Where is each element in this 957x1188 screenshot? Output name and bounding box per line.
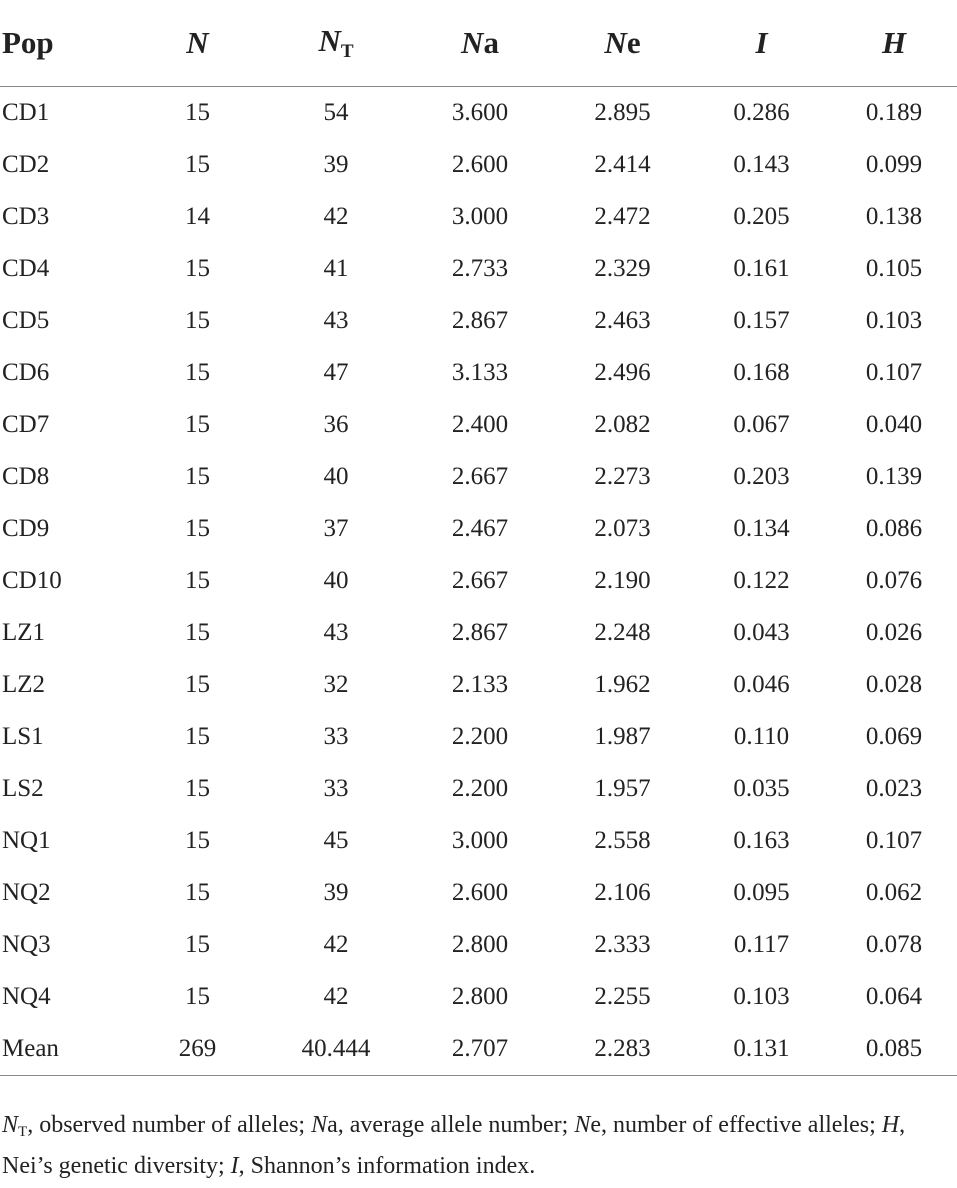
cell-n: 15 xyxy=(185,515,210,542)
cell-pop: CD8 xyxy=(2,463,50,490)
cell-pop: CD4 xyxy=(2,255,50,282)
cell-nt: 41 xyxy=(323,255,349,282)
cell-pop: Mean xyxy=(0,1023,130,1076)
cell-ne: 1.957 xyxy=(594,775,651,802)
cell-na: 2.800 xyxy=(451,983,509,1010)
cell-i: 0.103 xyxy=(733,983,790,1010)
footnote-na-text: a, average allele number; xyxy=(327,1112,575,1138)
cell-h: 0.105 xyxy=(865,255,923,282)
cell-na: 3.600 xyxy=(451,99,509,126)
cell-nt: 45 xyxy=(323,827,349,854)
header-nt xyxy=(265,0,407,87)
table-row xyxy=(0,763,957,815)
cell-i: 0.163 xyxy=(733,827,790,854)
cell-h: 0.189 xyxy=(865,99,923,126)
cell-n: 15 xyxy=(185,359,210,386)
cell-n: 15 xyxy=(185,723,210,750)
cell-ne: 2.248 xyxy=(594,619,651,646)
table-row xyxy=(0,139,957,191)
table-footnote xyxy=(2,1108,942,1183)
cell-i: 0.134 xyxy=(733,515,790,542)
cell-ne: 2.496 xyxy=(594,359,651,386)
cell-i: 0.043 xyxy=(733,619,790,646)
cell-i: 0.067 xyxy=(733,411,790,438)
cell-n: 15 xyxy=(185,151,210,178)
footnote-h-text: , Nei’s genetic diversity; xyxy=(2,1112,906,1179)
cell-ne: 2.895 xyxy=(594,99,651,126)
cell-i: 0.205 xyxy=(733,203,790,230)
cell-na: 3.000 xyxy=(451,827,509,854)
cell-nt: 43 xyxy=(323,619,349,646)
cell-ne: 2.082 xyxy=(594,411,651,438)
cell-n: 269 xyxy=(130,1023,265,1076)
table-row xyxy=(0,607,957,659)
cell-i: 0.203 xyxy=(733,463,790,490)
table-row xyxy=(0,659,957,711)
header-na-main: N xyxy=(461,25,484,60)
cell-h: 0.076 xyxy=(865,567,923,594)
cell-na: 3.000 xyxy=(451,203,509,230)
cell-na: 2.200 xyxy=(451,723,509,750)
cell-n: 15 xyxy=(185,983,210,1010)
footnote-ne-main: N xyxy=(574,1112,591,1138)
table-row xyxy=(0,295,957,347)
header-na xyxy=(407,0,553,87)
footnote-na-main: N xyxy=(311,1112,328,1138)
cell-na: 2.667 xyxy=(451,463,509,490)
cell-pop: NQ3 xyxy=(2,931,51,958)
cell-pop: CD10 xyxy=(2,567,62,594)
header-n: N xyxy=(130,0,265,87)
header-nt-sub: T xyxy=(340,41,354,62)
cell-pop: NQ2 xyxy=(2,879,51,906)
cell-nt: 40 xyxy=(323,463,349,490)
cell-na: 2.400 xyxy=(451,411,509,438)
cell-ne: 2.255 xyxy=(594,983,651,1010)
cell-ne: 2.333 xyxy=(594,931,651,958)
cell-ne: 2.329 xyxy=(594,255,651,282)
cell-ne: 1.987 xyxy=(594,723,651,750)
cell-h: 0.099 xyxy=(865,151,923,178)
cell-pop: LZ2 xyxy=(2,671,46,698)
cell-h: 0.023 xyxy=(865,775,923,802)
cell-n: 15 xyxy=(185,411,210,438)
cell-na: 2.200 xyxy=(451,775,509,802)
cell-na: 2.800 xyxy=(451,931,509,958)
table-row xyxy=(0,399,957,451)
cell-h: 0.040 xyxy=(865,411,923,438)
header-na-rest: a xyxy=(483,25,499,60)
cell-ne: 2.463 xyxy=(594,307,651,334)
table-header xyxy=(0,0,957,87)
cell-na: 2.600 xyxy=(451,151,509,178)
table-row xyxy=(0,867,957,919)
cell-nt: 33 xyxy=(323,775,349,802)
cell-nt: 33 xyxy=(323,723,349,750)
cell-pop: CD6 xyxy=(2,359,50,386)
table-body xyxy=(0,87,957,1076)
cell-n: 15 xyxy=(185,99,210,126)
cell-nt: 47 xyxy=(323,359,349,386)
cell-n: 14 xyxy=(185,203,210,230)
header-i: I xyxy=(692,0,831,87)
cell-ne: 2.283 xyxy=(553,1023,692,1076)
footnote-i-text: , Shannon’s information index. xyxy=(238,1153,536,1179)
cell-na: 2.467 xyxy=(451,515,509,542)
cell-h: 0.078 xyxy=(865,931,923,958)
cell-h: 0.085 xyxy=(831,1023,957,1076)
cell-na: 2.600 xyxy=(451,879,509,906)
cell-i: 0.110 xyxy=(733,723,790,750)
cell-i: 0.131 xyxy=(692,1023,831,1076)
cell-n: 15 xyxy=(185,775,210,802)
cell-nt: 42 xyxy=(323,983,349,1010)
cell-h: 0.138 xyxy=(865,203,923,230)
cell-n: 15 xyxy=(185,879,210,906)
cell-na: 2.667 xyxy=(451,567,509,594)
cell-ne: 1.962 xyxy=(594,671,651,698)
table-row xyxy=(0,555,957,607)
cell-na: 2.867 xyxy=(451,619,509,646)
footnote-h-main: H xyxy=(881,1112,900,1138)
cell-nt: 42 xyxy=(323,203,349,230)
cell-i: 0.286 xyxy=(733,99,790,126)
cell-i: 0.046 xyxy=(733,671,790,698)
cell-i: 0.157 xyxy=(733,307,790,334)
table-row xyxy=(0,87,957,140)
cell-pop: NQ4 xyxy=(2,983,51,1010)
cell-na: 2.707 xyxy=(407,1023,553,1076)
cell-i: 0.035 xyxy=(733,775,790,802)
footnote-i-main: I xyxy=(230,1153,239,1179)
cell-ne: 2.558 xyxy=(594,827,651,854)
cell-nt: 54 xyxy=(323,99,349,126)
cell-nt: 39 xyxy=(323,151,349,178)
cell-nt: 40.444 xyxy=(265,1023,407,1076)
header-h: H xyxy=(831,0,957,87)
cell-pop: CD5 xyxy=(2,307,50,334)
cell-h: 0.103 xyxy=(865,307,923,334)
cell-pop: CD9 xyxy=(2,515,50,542)
cell-pop: NQ1 xyxy=(2,827,51,854)
cell-nt: 39 xyxy=(323,879,349,906)
header-ne-main: N xyxy=(604,25,627,60)
cell-pop: CD1 xyxy=(2,99,50,126)
header-ne xyxy=(553,0,692,87)
cell-h: 0.107 xyxy=(865,827,923,854)
header-pop: Pop xyxy=(0,0,130,87)
cell-na: 2.867 xyxy=(451,307,509,334)
table-row xyxy=(0,347,957,399)
table-row xyxy=(0,1023,957,1076)
cell-i: 0.161 xyxy=(733,255,790,282)
header-ne-rest: e xyxy=(626,25,641,60)
cell-pop: CD3 xyxy=(2,203,50,230)
cell-pop: CD2 xyxy=(2,151,50,178)
footnote-nt-text: , observed number of alleles; xyxy=(27,1112,312,1138)
table-row xyxy=(0,971,957,1023)
cell-n: 15 xyxy=(185,463,210,490)
cell-ne: 2.190 xyxy=(594,567,651,594)
cell-ne: 2.472 xyxy=(594,203,651,230)
cell-n: 15 xyxy=(185,931,210,958)
cell-h: 0.086 xyxy=(865,515,923,542)
cell-h: 0.028 xyxy=(865,671,923,698)
table-row xyxy=(0,243,957,295)
footnote-ne-text: e, number of effective alleles; xyxy=(590,1112,882,1138)
cell-n: 15 xyxy=(185,619,210,646)
table-row xyxy=(0,451,957,503)
cell-nt: 37 xyxy=(323,515,349,542)
cell-ne: 2.273 xyxy=(594,463,651,490)
header-nt-main: N xyxy=(318,23,341,58)
table-row xyxy=(0,503,957,555)
footnote-nt-sub: T xyxy=(18,1124,28,1140)
cell-na: 3.133 xyxy=(451,359,509,386)
cell-h: 0.026 xyxy=(865,619,923,646)
cell-pop: LS2 xyxy=(2,775,44,802)
cell-nt: 32 xyxy=(323,671,349,698)
cell-nt: 36 xyxy=(323,411,349,438)
cell-h: 0.139 xyxy=(865,463,923,490)
cell-h: 0.064 xyxy=(865,983,923,1010)
cell-nt: 42 xyxy=(323,931,349,958)
cell-i: 0.168 xyxy=(733,359,790,386)
cell-i: 0.095 xyxy=(733,879,790,906)
cell-h: 0.062 xyxy=(865,879,923,906)
table-row xyxy=(0,815,957,867)
cell-nt: 40 xyxy=(323,567,349,594)
cell-n: 15 xyxy=(185,567,210,594)
cell-i: 0.122 xyxy=(733,567,790,594)
cell-ne: 2.073 xyxy=(594,515,651,542)
footnote-nt-main: N xyxy=(2,1112,19,1138)
cell-h: 0.107 xyxy=(865,359,923,386)
cell-n: 15 xyxy=(185,255,210,282)
cell-i: 0.117 xyxy=(733,931,790,958)
header-row xyxy=(0,0,957,87)
table-row xyxy=(0,919,957,971)
cell-n: 15 xyxy=(185,827,210,854)
cell-pop: LZ1 xyxy=(2,619,46,646)
cell-n: 15 xyxy=(185,671,210,698)
cell-na: 2.733 xyxy=(451,255,509,282)
cell-pop: CD7 xyxy=(2,411,50,438)
cell-na: 2.133 xyxy=(451,671,509,698)
table-row xyxy=(0,191,957,243)
cell-i: 0.143 xyxy=(733,151,790,178)
cell-pop: LS1 xyxy=(2,723,44,750)
cell-ne: 2.414 xyxy=(594,151,651,178)
cell-ne: 2.106 xyxy=(594,879,651,906)
cell-nt: 43 xyxy=(323,307,349,334)
cell-h: 0.069 xyxy=(865,723,923,750)
cell-n: 15 xyxy=(185,307,210,334)
table-row xyxy=(0,711,957,763)
